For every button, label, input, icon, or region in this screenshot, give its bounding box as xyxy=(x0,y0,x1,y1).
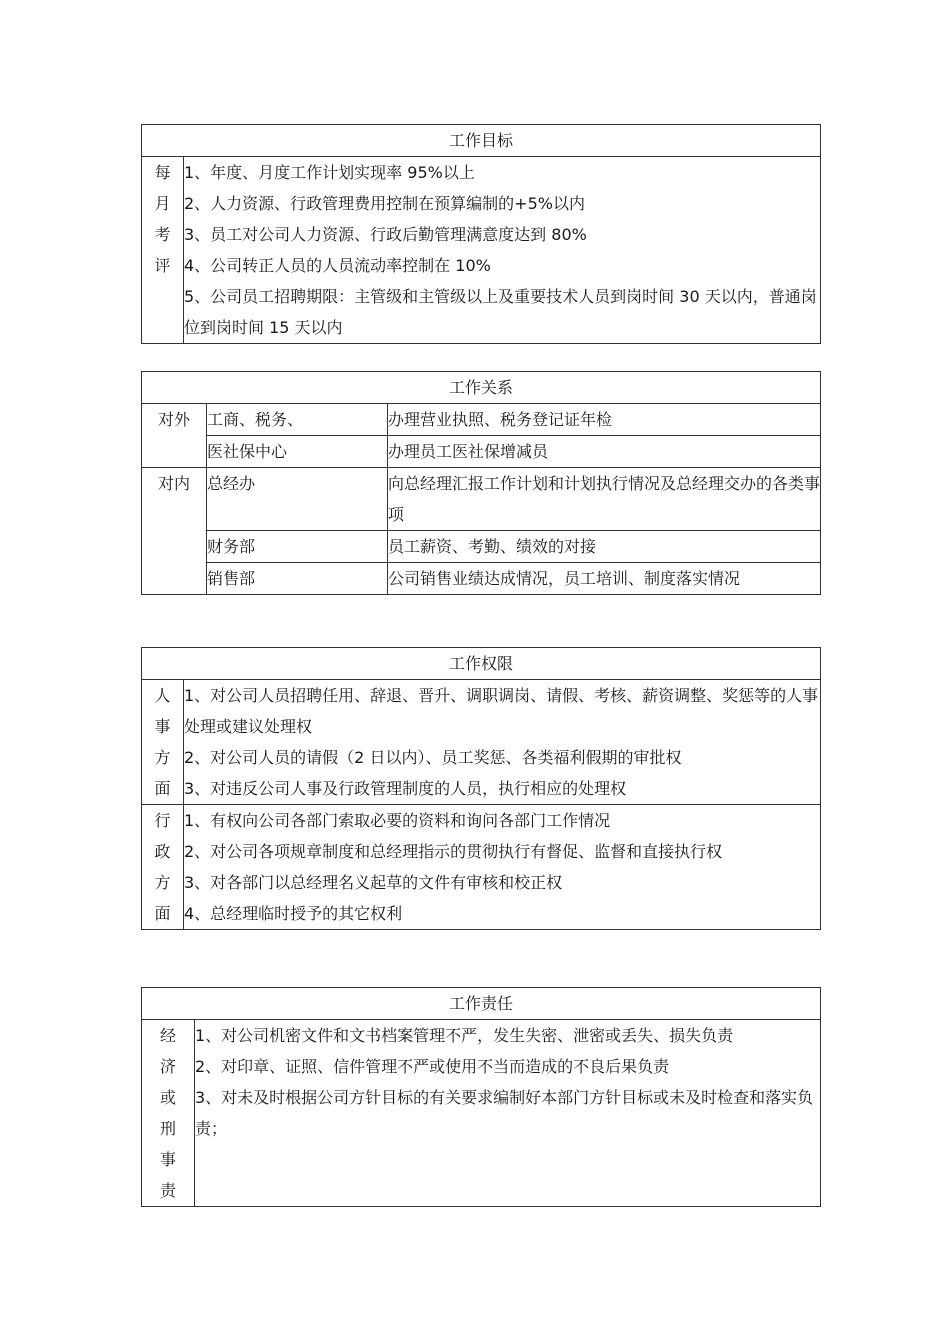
hr-side-label xyxy=(142,680,184,805)
side-char: 人 xyxy=(154,686,171,705)
side-char: 考 xyxy=(154,225,171,244)
admin-authority-list xyxy=(184,805,821,930)
side-char: 事 xyxy=(159,1150,176,1169)
hr-authority-list xyxy=(184,680,821,805)
admin-side-label xyxy=(142,805,184,930)
responsibility-title: 工作责任 xyxy=(142,988,821,1020)
responsibility-table xyxy=(141,987,821,1207)
goal-item: 1、年度、月度工作计划实现率 95%以上 xyxy=(184,163,475,182)
side-char: 责 xyxy=(159,1181,176,1200)
admin-authority-item: 4、总经理临时授予的其它权利 xyxy=(184,904,403,923)
responsibility-list xyxy=(195,1020,821,1207)
admin-authority-item: 3、对各部门以总经理名义起草的文件有审核和校正权 xyxy=(184,873,563,892)
side-char: 行 xyxy=(154,811,171,830)
internal-desc: 向总经理汇报工作计划和计划执行情况及总经理交办的各类事项 xyxy=(388,468,821,531)
external-desc: 办理员工医社保增减员 xyxy=(388,436,821,468)
side-char: 事 xyxy=(154,717,171,736)
internal-desc: 公司销售业绩达成情况，员工培训、制度落实情况 xyxy=(388,563,821,595)
hr-authority-item: 2、对公司人员的请假（2 日以内）、员工奖惩、各类福利假期的审批权 xyxy=(184,748,682,767)
responsibility-item: 3、对未及时根据公司方针目标的有关要求编制好本部门方针目标或未及时检查和落实负责； xyxy=(195,1088,814,1138)
relations-title: 工作关系 xyxy=(142,372,821,404)
admin-authority-item: 2、对公司各项规章制度和总经理指示的贯彻执行有督促、监督和直接执行权 xyxy=(184,842,723,861)
internal-party: 销售部 xyxy=(207,563,388,595)
authority-title: 工作权限 xyxy=(142,648,821,680)
goals-list xyxy=(184,157,821,344)
side-char: 方 xyxy=(154,873,171,892)
goal-item: 3、员工对公司人力资源、行政后勤管理满意度达到 80% xyxy=(184,225,587,244)
admin-authority-item: 1、有权向公司各部门索取必要的资料和询问各部门工作情况 xyxy=(184,811,611,830)
side-char: 评 xyxy=(154,256,171,275)
side-char: 每 xyxy=(154,163,171,182)
external-party: 工商、税务、 xyxy=(207,404,388,436)
side-char: 济 xyxy=(159,1057,176,1076)
external-desc: 办理营业执照、税务登记证年检 xyxy=(388,404,821,436)
internal-desc: 员工薪资、考勤、绩效的对接 xyxy=(388,531,821,563)
side-char: 刑 xyxy=(159,1119,176,1138)
internal-party: 财务部 xyxy=(207,531,388,563)
external-label: 对外 xyxy=(142,404,207,468)
side-char: 方 xyxy=(154,748,171,767)
goal-item: 5、公司员工招聘期限：主管级和主管级以上及重要技术人员到岗时间 30 天以内，普通岗位到岗时间 15 天以内 xyxy=(184,287,817,337)
internal-party: 总经办 xyxy=(207,468,388,531)
goals-table xyxy=(141,124,821,344)
relations-table xyxy=(141,371,821,595)
side-char: 面 xyxy=(154,904,171,923)
responsibility-side-label xyxy=(142,1020,195,1207)
authority-table xyxy=(141,647,821,930)
side-char: 或 xyxy=(159,1088,176,1107)
goals-side-label xyxy=(142,157,184,344)
side-char: 月 xyxy=(154,194,171,213)
side-char: 面 xyxy=(154,779,171,798)
side-char: 政 xyxy=(154,842,171,861)
external-party: 医社保中心 xyxy=(207,436,388,468)
goal-item: 4、公司转正人员的人员流动率控制在 10% xyxy=(184,256,491,275)
goal-item: 2、人力资源、行政管理费用控制在预算编制的+5%以内 xyxy=(184,194,585,213)
side-char: 经 xyxy=(159,1026,176,1045)
internal-label: 对内 xyxy=(142,468,207,595)
goals-title: 工作目标 xyxy=(142,125,821,157)
hr-authority-item: 1、对公司人员招聘任用、辞退、晋升、调职调岗、请假、考核、薪资调整、奖惩等的人事处理或建议处理权 xyxy=(184,686,819,736)
responsibility-item: 1、对公司机密文件和文书档案管理不严，发生失密、泄密或丢失、损失负责 xyxy=(195,1026,734,1045)
responsibility-item: 2、对印章、证照、信件管理不严或使用不当而造成的不良后果负责 xyxy=(195,1057,670,1076)
hr-authority-item: 3、对违反公司人事及行政管理制度的人员，执行相应的处理权 xyxy=(184,779,627,798)
